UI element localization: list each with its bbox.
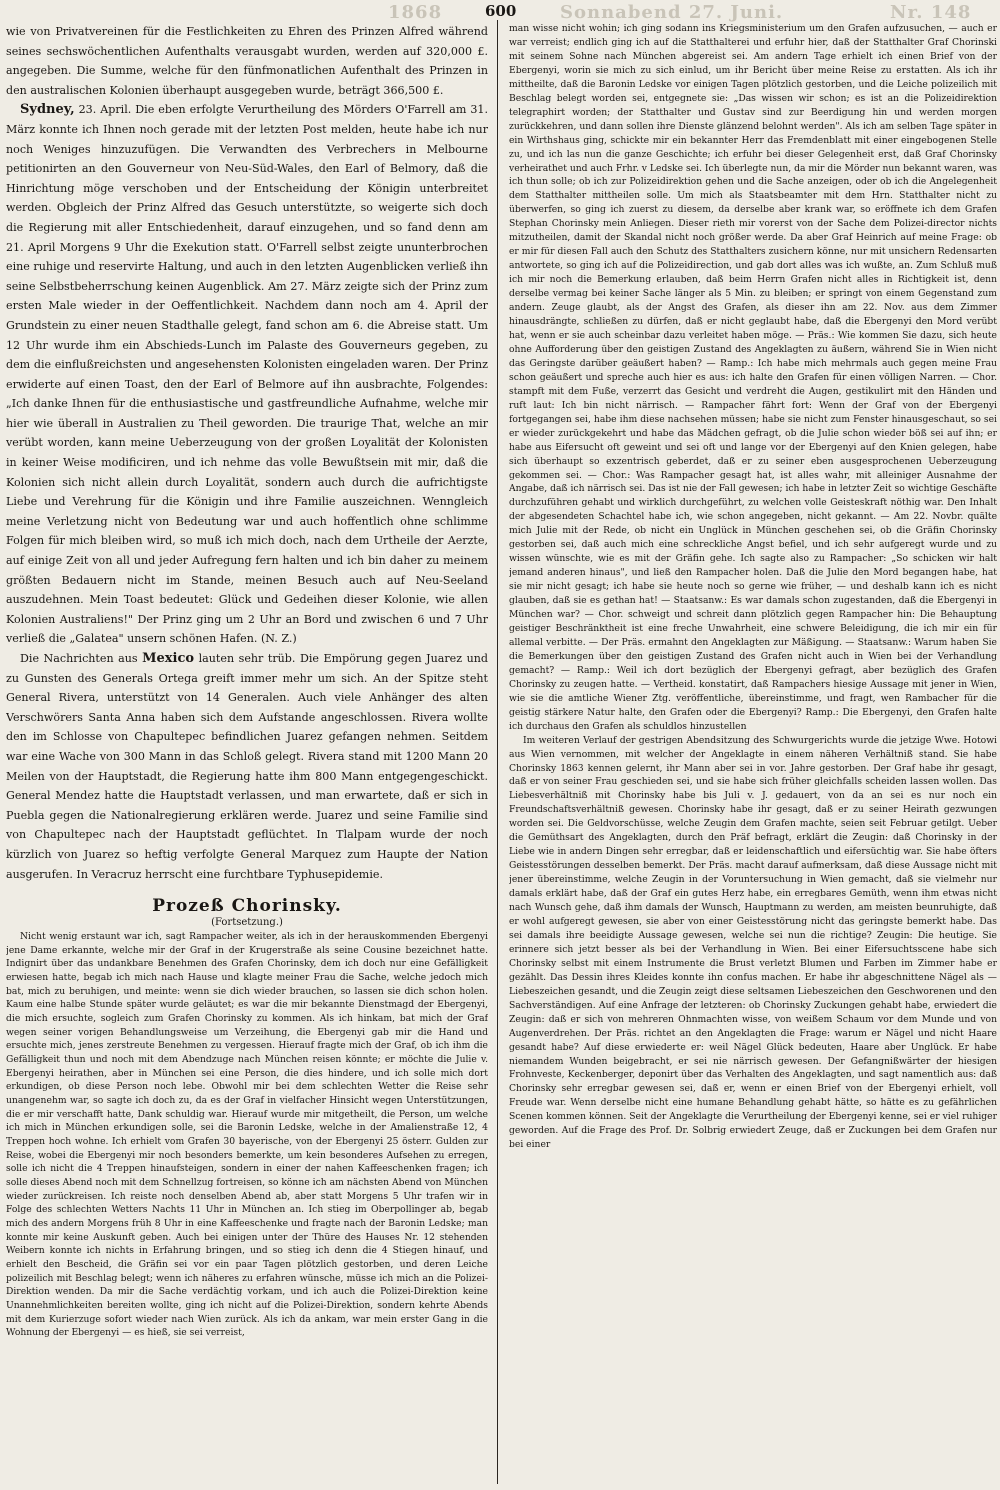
- mexico-text: lauten sehr trüb. Die Empörung gegen Juarez und zu Gunsten des Generals Ortega greift immer mehr um sich. An der Spitze steht General Rivera, unterstützt von 14 Generalen. Auch viele Anhänger des alten Verschwörers Santa Anna haben sich dem Aufstande angeschlossen. Rivera wollte den im Schlosse von Chapultepec befindlichen Juarez gefangen nehmen. Seitdem war eine Wache von 300 Mann in das Schloß gelegt. Rivera stand mit 1200 Mann 20 Meilen von der Hauptstadt, die Regierung hatte ihm 800 Mann entgegengeschickt. General Mendez hatte die Hauptstadt verlassen, und man erwartete, daß er sich in Puebla gegen die Nationalregierung erklären werde. Juarez und seine Familie sind von Chapultepec nach der Hauptstadt geflüchtet. In Tlalpam wurde der noch kürzlich von Juarez so heftig verfolgte General Marquez zum Haupte der Nation ausgerufen. In Veracruz herrscht eine furchtbare Typhusepidemie.: [6, 652, 488, 881]
- trial-text-continued: man wisse nicht wohin; ich ging sodann ins Kriegsministerium um den Grafen aufzusuchen, — auch er war verreist; endlich ging ich auf die Statthalterei und erfuhr hier, daß der Statthalter Graf Chorinski mit seinem Sohne nach München abgereist sei. Am andern Tage erhielt ich einen Brief von der Ebergenyi, worin sie mich zu sich einlud, um ihr Bericht über meine Reise zu erstatten. Als ich ihr mittheilte, daß die Baronin Ledske vor einigen Tagen plötzlich gestorben, und die Leiche polizeilich mit Beschlag belegt worden sei, entgegnete sie: „Das wissen wir schon; es ist an die Polizeidirektion telegraphirt worden; der Statthalter und Gustav sind zur Beerdigung hin und werden morgen zurückkehren, und dann sollen ihre Dienste glänzend belohnt werden". Als ich am selben Tage später in ein Wirthshaus ging, schickte mir ein bekannter Herr das Fremdenblatt mit einer eingebogenen Stelle zu, und ich las nun die ganze Geschichte; ich erfuhr bei dieser Gelegenheit erst, daß Graf Chorinsky verheirathet und auch Frhr. v Ledske sei. Ich überlegte nun, da mir die Mörder nun bekannt waren, was ich thun solle; ob ich zur Polizeidirektion gehen und die Sache anzeigen, oder ob ich die Angelegenheit dem Statthalter mittheilen solle. Um mich als Staatsbeamter mit dem Hrn. Statthalter nicht zu überwerfen, so ging ich zuerst zu diesem, da derselbe aber krank war, so eröffnete ich dem Grafen Stephan Chorinsky mein Anliegen. Dieser rieth mir vorerst von der Sache dem Polizei-director nichts mitzutheilen, damit der Skandal nicht noch größer werde. Da aber Graf Heinrich auf meine Frage: ob er mir für diesen Fall auch den Schutz des Statthalters zusichern könne, nur mit unsichern Redensarten antwortete, so ging ich auf die Polizeidirection, und gab dort alles was ich wußte, an. Zum Schluß muß ich mir noch die Bemerkung erlauben, daß beim Herrn Grafen nicht alles in Richtigkeit ist, denn derselbe vermag bei keiner Sache länger als 5 Min. zu bleiben; er springt von einem Gegenstand zum andern. Zeuge glaubt, als der Angst des Grafen, als dieser ihn am 22. Nov. aus dem Zimmer hinausdrängte, schließen zu dürfen, daß er nicht geglaubt habe, daß die Ebergenyi den Mord verübt hat, wenn er sie auch scheinbar dazu verleitet haben möge. — Präs.: Wie kommen Sie dazu, sich heute ohne Aufforderung über den geistigen Zustand des Angeklagten zu äußern, während Sie in Wien nicht das Geringste darüber geäußert haben? — Ramp.: Ich habe mich mehrmals auch gegen meine Frau schon geäußert und spreche auch hier es aus: ich halte den Grafen für einen völligen Narren. — Chor. stampft mit dem Fuße, verzerrt das Gesicht und verdreht die Augen, gestikulirt mit den Händen und ruft laut: Ich bin nicht närrisch. — Rampacher fährt fort: Wenn der Graf von der Ebergenyi fortgegangen sei, habe ihm diese nachsehen müssen; habe sie nicht zum Fenster hinausgeschaut, so sei er wieder zurückgekehrt und habe das Mädchen gefragt, ob die Julie schon wieder böß sei auf ihn; er habe aus Eifersucht oft geweint und sei oft und lange vor der Ebergenyi auf den Knien gelegen, habe sich überhaupt so exzentrisch geberdet, daß er zu seiner eben ausgesprochenen Ueberzeugung gekommen sei. — Chor.: Was Rampacher gesagt hat, ist alles wahr, mit alleiniger Ausnahme der Angabe, daß ich närrisch sei. Das ist nie der Fall gewesen; ich habe in letzter Zeit so wichtige Geschäfte durchzuführen gehabt und wirklich durchgeführt, zu welchen volle Geisteskraft nöthig war. Den Inhalt der abgesendeten Schachtel habe ich, wie schon angegeben, nicht gekannt. — Am 22. Novbr. quälte mich Julie mit der Rede, ob nicht ein Unglück in München geschehen sei, ob die Gräfin Chorinsky gestorben sei, daß auch mich eine schreckliche Angst befiel, und ich sehr aufgeregt wurde und zu wissen wünschte, wie es mit der Gräfin gehe. Ich sagte also zu Rampacher: „So schicken wir halt jemand anderen hinaus", und ließ den Rampacher holen. Daß die Julie den Mord begangen habe, hat sie mir nicht gesagt; ich habe sie heute noch so gerne wie früher, — und deshalb kann ich es nicht glauben, daß sie es gethan hat! — Staatsanw.: Es war damals schon zugestanden, daß die Ebergenyi in München war? — Chor. schweigt und schreit dann plötzlich gegen Rampacher hin: Die Behauptung geistiger Beschränktheit ist eine freche Unwahrheit, eine schwere Beleidigung, die ich mir ein für allemal verbitte. — Der Präs. ermahnt den Angeklagten zur Mäßigung. — Staatsanw.: Warum haben Sie die Bemerkungen über den geistigen Zustand des Grafen nicht auch in Wien bei der Verhandlung gemacht? — Ramp.: Weil ich dort bezüglich der Ebergenyi gefragt, aber bezüglich des Grafen Chorinsky zu zeugen hatte. — Vertheid. konstatirt, daß Rampachers hiesige Aussage mit jener in Wien, wie sie die amtliche Wiener Ztg. veröffentliche, übereinstimme, und fragt, wen Rambacher für die geistig stärkere Natur halte, den Grafen oder die Ebergenyi? Ramp.: Die Ebergenyi, den Grafen halte ich durchaus den Grafen als schuldlos hinzustellen: [509, 23, 997, 732]
- bleed-through-issue: Nr. 148: [890, 2, 972, 23]
- right-column: [509, 22, 997, 1484]
- bleed-through-date: Sonnabend 27. Juni.: [560, 2, 784, 23]
- sydney-article: [6, 100, 488, 649]
- mexico-article: [6, 649, 488, 884]
- mexico-intro: Die Nachrichten aus: [20, 652, 138, 665]
- sydney-dateline: Sydney,: [20, 102, 75, 118]
- bleed-through-year: 1868: [388, 2, 443, 23]
- trial-heading: Prozeß Chorinsky.: [152, 896, 342, 917]
- page-header: [0, 0, 1000, 22]
- trial-subheading: (Fortsetzung.): [211, 917, 283, 929]
- trial-evening-session: Im weiteren Verlauf der gestrigen Abendsitzung des Schwurgerichts wurde die jetzige Wwe. Hotowi aus Wien vernommen, mit welcher der Angeklagte in einem näheren Verhältniß stand. Sie habe Chorinsky 1863 kennen gelernt, ihr Mann aber sei in vor. Jahre gestorben. Der Graf habe ihr gesagt, daß er von seiner Frau geschieden sei, und sie habe sich früher gleichfalls scheiden lassen wollen. Das Liebesverhältniß mit Chorinsky habe bis Juli v. J. gedauert, von da an sei es nur noch ein Freundschaftsverhältniß gewesen. Chorinsky habe ihr gesagt, daß er zu seiner Heirath gezwungen worden sei. Die Geldvorschüsse, welche Zeugin dem Grafen machte, seien seit Februar getilgt. Ueber die Gemüthsart des Angeklagten, durch den Präf befragt, erklärt die Zeugin: daß Chorinsky in der Liebe wie in andern Dingen sehr erregbar, daß er leidenschaftlich und eifersüchtig war. Sie habe öfters Geistesstörungen desselben bemerkt. Der Präs. macht darauf aufmerksam, daß diese Aussage nicht mit jener übereinstimme, welche Zeugin in der Voruntersuchung in Wien gemacht, daß sie vielmehr nur damals erklärt habe, daß der Graf ein gutes Herz habe, ein erregbares Gemüth, wenn ihm etwas nicht nach Wunsch gehe, daß ihm damals der Wunsch, Hauptmann zu werden, am meisten beunruhigte, daß er wohl aufgeregt gewesen, sie aber von einer Geistesstörung nicht das geringste bemerkt habe. Das sei damals ihre beeidigte Aussage gewesen, welche sei nun die richtige? Zeugin: Die heutige. Sie erinnere sich jetzt besser als bei der Verhandlung in Wien. Bei einer Eifersuchtsscene habe sich Chorinsky selbst mit einem Instrumente die Brust verletzt Blumen und Farben im Zimmer habe er gezählt. Das Dessin ihres Kleides konnte ihn confus machen. Er habe ihr abgeschnittene Nägel als — Liebeszeichen gesandt, und die Zeugin zeigt diese seltsamen Liebeszeichen den Geschworenen und den Sachverständigen. Auf eine Anfrage der letzteren: ob Chorinsky Zuckungen gehabt habe, erwiedert die Zeugin: daß er sich von mehreren Ohnmachten wisse, von weißem Schaum vor dem Munde und von Augenverdrehen. Der Präs. richtet an den Angeklagten die Frage: warum er Nägel und nicht Haare gesandt habe? Auf diese erwiederte er: weil Nägel Glück bedeuten, Haare aber Unglück. Er habe niemandem Wunden beigebracht, er sei nie närrisch gewesen. Der Gefangnißwärter der hiesigen Frohnveste, Keckenberger, deponirt über das Verhalten des Angeklagten, und sagt namentlich aus: daß Chorinsky sehr erregbar gewesen sei, daß er, wenn er einen Brief von der Ebergenyi erhielt, voll Freude war. Wenn derselbe nicht eine humane Behandlung gehabt hätte, so hätte es zu gefährlichen Scenen kommen können. Seit der Angeklagte die Verurtheilung der Ebergenyi kenne, sei er viel ruhiger geworden. Auf die Frage des Prof. Dr. Solbrig erwiedert Zeuge, daß er Zuckungen bei dem Grafen nur bei einer: [509, 734, 997, 1151]
- trial-text-left: Nicht wenig erstaunt war ich, sagt Rampacher weiter, als ich in der herauskommenden Ebergenyi jene Dame erkannte, welche mir der Graf in der Krugerstraße als seine Cousine bezeichnet hatte. Indignirt über das undankbare Benehmen des Grafen Chorinsky, dem ich doch nur eine Gefälligkeit erwiesen hatte, begab ich mich nach Hause und klagte meiner Frau die Sache, welche jedoch mich bat, mich zu beruhigen, und meinte: wenn sie dich wieder brauchen, so lassen sie dich schon holen. Kaum eine halbe Stunde später wurde geläutet; es war die mir bekannte Dienstmagd der Ebergenyi, die mich ersuchte, sogleich zum Grafen Chorinsky zu kommen. Als ich hinkam, bat mich der Graf wegen seiner vorigen Behandlungsweise um Verzeihung, die Ebergenyi gab mir die Hand und ersuchte mich, jenes zerstreute Benehmen zu vergessen. Hierauf fragte mich der Graf, ob ich ihm die Gefälligkeit thun und noch mit dem Abendzuge nach München reisen könnte; er möchte die Julie v. Ebergenyi heirathen, aber in München sei eine Person, die dies hindere, und ich solle mich dort erkundigen, ob diese Person noch lebe. Obwohl mir bei dem schlechten Wetter die Reise sehr unangenehm war, so sagte ich doch zu, da es der Graf in vielfacher Hinsicht wegen Unterstützungen, die er mir verschafft hatte, Dank schuldig war. Hierauf wurde mir mitgetheilt, die Person, um welche ich mich in München erkundigen solle, sei die Baronin Ledske, welche in der Amalienstraße 12, 4 Treppen hoch wohne. Ich erhielt vom Grafen 30 bayerische, von der Ebergenyi 25 österr. Gulden zur Reise, wobei die Ebergenyi mir noch besonders bemerkte, um kein besonderes Aufsehen zu erregen, solle ich nicht die 4 Treppen hinaufsteigen, sondern in einer der nahen Kaffeeschenken fragen; ich solle dieses Abend noch mit dem Schnellzug fortreisen, so könne ich am nächsten Abend von München wieder zurückreisen. Ich reiste noch denselben Abend ab, aber statt Morgens 5 Uhr trafen wir in Folge des schlechten Wetters Nachts 11 Uhr in München an. Ich stieg im Oberpollinger ab, begab mich des andern Morgens früh 8 Uhr in eine Kaffeeschenke und fragte nach der Baronin Ledske; man konnte mir keine Auskunft geben. Auch bei einigen unter der Thüre des Hauses Nr. 12 stehenden Weibern konnte ich nichts in Erfahrung bringen, und so stieg ich denn die 4 Stiegen hinauf, und erhielt den Bescheid, die Gräfin sei vor ein paar Tagen plötzlich gestorben, und deren Leiche polizeilich mit Beschlag belegt; wenn ich näheres zu erfahren wünsche, müsse ich mich an die Polizei-Direktion wenden. Da mir die Sache verdächtig vorkam, und ich auch die Polizei-Direktion keine Unannehmlichkeiten bereiten wollte, ging ich nicht auf die Polizei-Direktion, sondern kehrte Abends mit dem Kurierzuge sofort wieder nach Wien zurück. Als ich da ankam, war mein erster Gang in die Wohnung der Ebergenyi — es hieß, sie sei verreist,: [6, 931, 488, 1339]
- mexico-heading: Mexico: [142, 651, 195, 666]
- page-number: 600: [485, 2, 517, 20]
- festivities-paragraph: wie von Privatvereinen für die Festlichkeiten zu Ehren des Prinzen Alfred während seines sechswöchentlichen Aufenthalts verausgabt wurden, werden auf 320,000 £. angegeben. Die Summe, welche für den fünfmonatlichen Aufenthalt des Prinzen in den australischen Kolonien überhaupt ausgegeben wurde, beträgt 366,500 £.: [6, 25, 488, 97]
- left-column: [6, 22, 488, 1484]
- column-divider: [497, 20, 498, 1484]
- sydney-date: 23. April.: [78, 103, 132, 117]
- sydney-signature: (N. Z.): [260, 632, 297, 646]
- sydney-text: Die eben erfolgte Verurtheilung des Mörders O'Farrell am 31. März konnte ich Ihnen noch gerade mit der letzten Post melden, heute habe ich nur noch Weniges hinzuzufügen. Die Verwandten des Verbrechers in Melbourne petitionirten an den Gouverneur von Neu-Süd-Wales, den Earl of Belmory, daß die Hinrichtung möge verschoben und der Entscheidung der Königin unterbreitet werden. Obgleich der Prinz Alfred das Gesuch unterstützte, so weigerte sich doch die Regierung mit aller Entschiedenheit, darauf einzugehen, und so fand denn am 21. April Morgens 9 Uhr die Exekution statt. O'Farrell selbst zeigte ununterbrochen eine ruhige und reservirte Haltung, und auch in den letzten Augenblicken verließ ihn seine Selbstbeherrschung keinen Augenblick. Am 27. März zeigte sich der Prinz zum ersten Male wieder in der Oeffentlichkeit. Nachdem dann noch am 4. April der Grundstein zu einer neuen Stadthalle gelegt, fand schon am 6. die Abreise statt. Um 12 Uhr wurde ihm ein Abschieds-Lunch im Palaste des Gouverneurs gegeben, zu dem die einflußreichsten und angesehensten Kolonisten eingeladen waren. Der Prinz erwiderte auf einen Toast, den der Earl of Belmore auf ihn ausbrachte, Folgendes: „Ich danke Ihnen für die enthusiastische und gastfreundliche Aufnahme, welche mir hier wie überall in Australien zu Theil geworden. Die traurige That, welche an mir verübt worden, kann meine Ueberzeugung von der großen Loyalität der Kolonisten in keiner Weise modificiren, und ich nehme das volle Bewußtsein mit mir, daß die Kolonien sich nicht allein durch Loyalität, sondern auch durch die aufrichtigste Liebe und Verehrung für die Königin und ihre Familie auszeichnen. Wenngleich meine Verletzung nicht von Bedeutung war und auch hoffentlich ohne schlimme Folgen für mich bleiben wird, so muß ich mich doch, nach dem Urtheile der Aerzte, auf einige Zeit von all und jeder Aufregung fern halten und ich bin daher zu meinem größten Bedauern nicht im Stande, meinen Besuch auch auf Neu-Seeland auszudehnen. Mein Toast bedeutet: Glück und Gedeihen dieser Kolonie, wie allen Kolonien Australiens!" Der Prinz ging um 2 Uhr an Bord und zwischen 6 und 7 Uhr verließ die „Galatea" unsern schönen Hafen.: [6, 103, 488, 646]
